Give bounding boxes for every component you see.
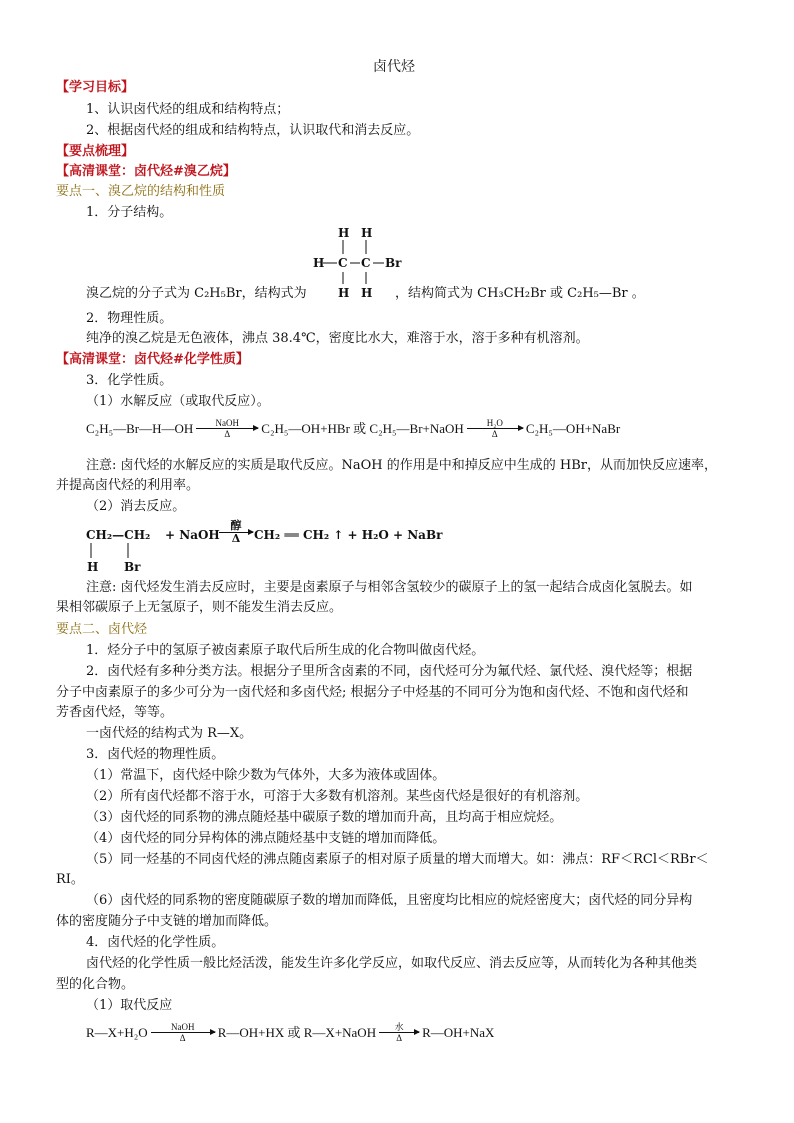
hd-class-link-2[interactable]: 【高清课堂：卤代烃#化学性质】 [56,352,249,367]
note-elimination-b: 果相邻碳原子上无氢原子，则不能发生消去反应。 [56,600,343,615]
arrow-line [151,1032,215,1033]
p2-general-formula: 一卤代烃的结构式为 R—X。 [86,726,253,741]
arrow-condition-top: 水 [394,1022,404,1032]
p2-item-3-6b: 体的密度随分子中支链的增加而降低。 [56,914,278,929]
eq1-mid: C₂H₅—OH+HBr 或 C₂H₅—Br+NaOH [261,421,464,436]
item-molecular-structure: 1．分子结构。 [86,205,173,220]
eq1-right: C₂H₅—OH+NaBr [525,421,621,436]
p2-item-4a: 卤代烃的化学性质一般比烃活泼，能发生许多化学反应，如取代反应、消去反应等，从而转化为各种其他类 [86,956,698,971]
eq2-h-atom: H [87,560,99,574]
note-hydrolysis-b: 并提高卤代烃的利用率。 [56,478,200,493]
arrow-line [196,428,258,429]
atom-c: C [338,256,348,270]
equation-substitution [86,1022,494,1043]
atom-c: C [361,256,371,270]
atom-h: H [361,226,373,240]
item-physical-properties: 2．物理性质。 [86,311,173,326]
eq2-product: CH₂ ══ CH₂ ↑ + H₂O + NaBr [254,528,443,542]
reaction-arrow [196,418,258,439]
p2-item-3-2: （2）所有卤代烃都不溶于水，可溶于大多数有机溶剂。某些卤代烃是很好的有机溶剂。 [86,789,589,804]
eq2-br-atom: Br [124,560,141,574]
eq1-left: C₂H₅—Br—H—OH [86,421,194,436]
atom-h: H [313,256,325,270]
arrow-condition-bottom: Δ [491,429,498,439]
note-hydrolysis-a: 注意: 卤代烃的水解反应的实质是取代反应。NaOH 的作用是中和掉反应中生成的 HBr，从而加快反应速率， [86,458,718,473]
eq3-mid: R—OH+HX 或 R—X+NaOH [217,1025,377,1040]
p2-item-4-1: （1）取代反应 [86,998,173,1013]
hydrolysis-heading: （1）水解反应（或取代反应）。 [86,394,270,409]
p2-item-3: 3．卤代烃的物理性质。 [86,747,225,762]
atom-h: H [361,286,373,300]
arrow-condition-bottom: Δ [231,532,241,545]
p2-item-2a: 2．卤代烃有多种分类方法。根据分子里所含卤素的不同，卤代烃可分为氟代烃、氯代烃、溴代烃等；根据 [86,664,693,679]
formula-text-b: ，结构简式为 CH₃CH₂Br 或 C₂H₅—Br 。 [395,286,645,301]
p2-item-4: 4．卤代烃的化学性质。 [86,935,225,950]
section-heading-points: 【要点梳理】 [56,144,135,159]
p2-item-3-1: （1）常温下，卤代烃中除少数为气体外，大多为液体或固体。 [86,768,446,783]
p2-item-2c: 芳香卤代烃，等等。 [56,705,174,720]
reaction-arrow [379,1022,419,1043]
formula-text-a: 溴乙烷的分子式为 C₂H₅Br，结构式为 [86,286,307,301]
arrow-condition-bottom: Δ [396,1033,402,1043]
point-two-heading: 要点二、卤代烃 [56,622,148,637]
goal-1: 1、认识卤代烃的组成和结构特点； [86,102,290,117]
atom-br: Br [385,256,402,270]
atom-h: H [338,226,350,240]
item-chemical-properties: 3．化学性质。 [86,373,173,388]
p2-item-3-4: （4）卤代烃的同分异构体的沸点随烃基中支链的增加而降低。 [86,831,446,846]
point-one-heading: 要点一、溴乙烷的结构和性质 [56,184,226,199]
eq2-plus: + NaOH [165,528,220,542]
arrow-condition-top: H₂O [486,418,503,428]
arrow-line [219,532,253,533]
p2-item-2b: 分子中卤素原子的多少可分为一卤代烃和多卤代烃; 根据分子中烃基的不同可分为饱和卤代烃、不饱和卤代烃和 [56,685,689,700]
reaction-arrow [151,1022,215,1043]
hd-class-link-1[interactable]: 【高清课堂：卤代烃#溴乙烷】 [56,164,236,179]
eq3-right: R—OH+NaX [422,1025,495,1040]
arrow-condition-bottom: Δ [224,429,231,439]
page-title: 卤代烃 [373,59,415,75]
eq3-left: R—X+H₂O [86,1025,148,1040]
p2-item-1: 1．烃分子中的氢原子被卤素原子取代后所生成的化合物叫做卤代烃。 [86,643,485,658]
p2-item-3-5b: RI。 [56,872,84,887]
atom-h: H [338,286,350,300]
physical-desc: 纯净的溴乙烷是无色液体，沸点 38.4℃，密度比水大，难溶于水，溶于多种有机溶剂。 [86,331,589,346]
reaction-arrow [467,418,523,439]
p2-item-3-5a: （5）同一烃基的不同卤代烃的沸点随卤素原子的相对原子质量的增大而增大。如：沸点：RF＜RCl＜RBr＜ [86,852,709,867]
arrow-line [467,428,523,429]
note-elimination-a: 注意: 卤代烃发生消去反应时，主要是卤素原子与相邻含氢较少的碳原子上的氢一起结合成卤化氢脱去。如 [86,580,693,595]
equation-elimination [86,520,486,578]
arrow-condition-top: NaOH [170,1022,195,1032]
arrow-condition-top: NaOH [215,418,240,428]
eq2-reactant: CH₂—CH₂ [86,528,151,542]
goal-2: 2、根据卤代烃的组成和结构特点，认识取代和消去反应。 [86,123,420,138]
p2-item-4b: 型的化合物。 [56,977,135,992]
equation-hydrolysis [86,418,620,439]
p2-item-3-3: （3）卤代烃的同系物的沸点随烃基中碳原子数的增加而升高，且均高于相应烷烃。 [86,810,563,825]
section-heading-goals: 【学习目标】 [56,80,135,95]
arrow-condition-top: 醇 [230,519,242,532]
arrow-line [379,1032,419,1033]
p2-item-3-6a: （6）卤代烃的同系物的密度随碳原子数的增加而降低，且密度均比相应的烷烃密度大；卤代烃的同分异构 [86,893,693,908]
elimination-heading: （2）消去反应。 [86,499,186,514]
arrow-condition-bottom: Δ [179,1033,186,1043]
reaction-arrow [219,520,253,545]
